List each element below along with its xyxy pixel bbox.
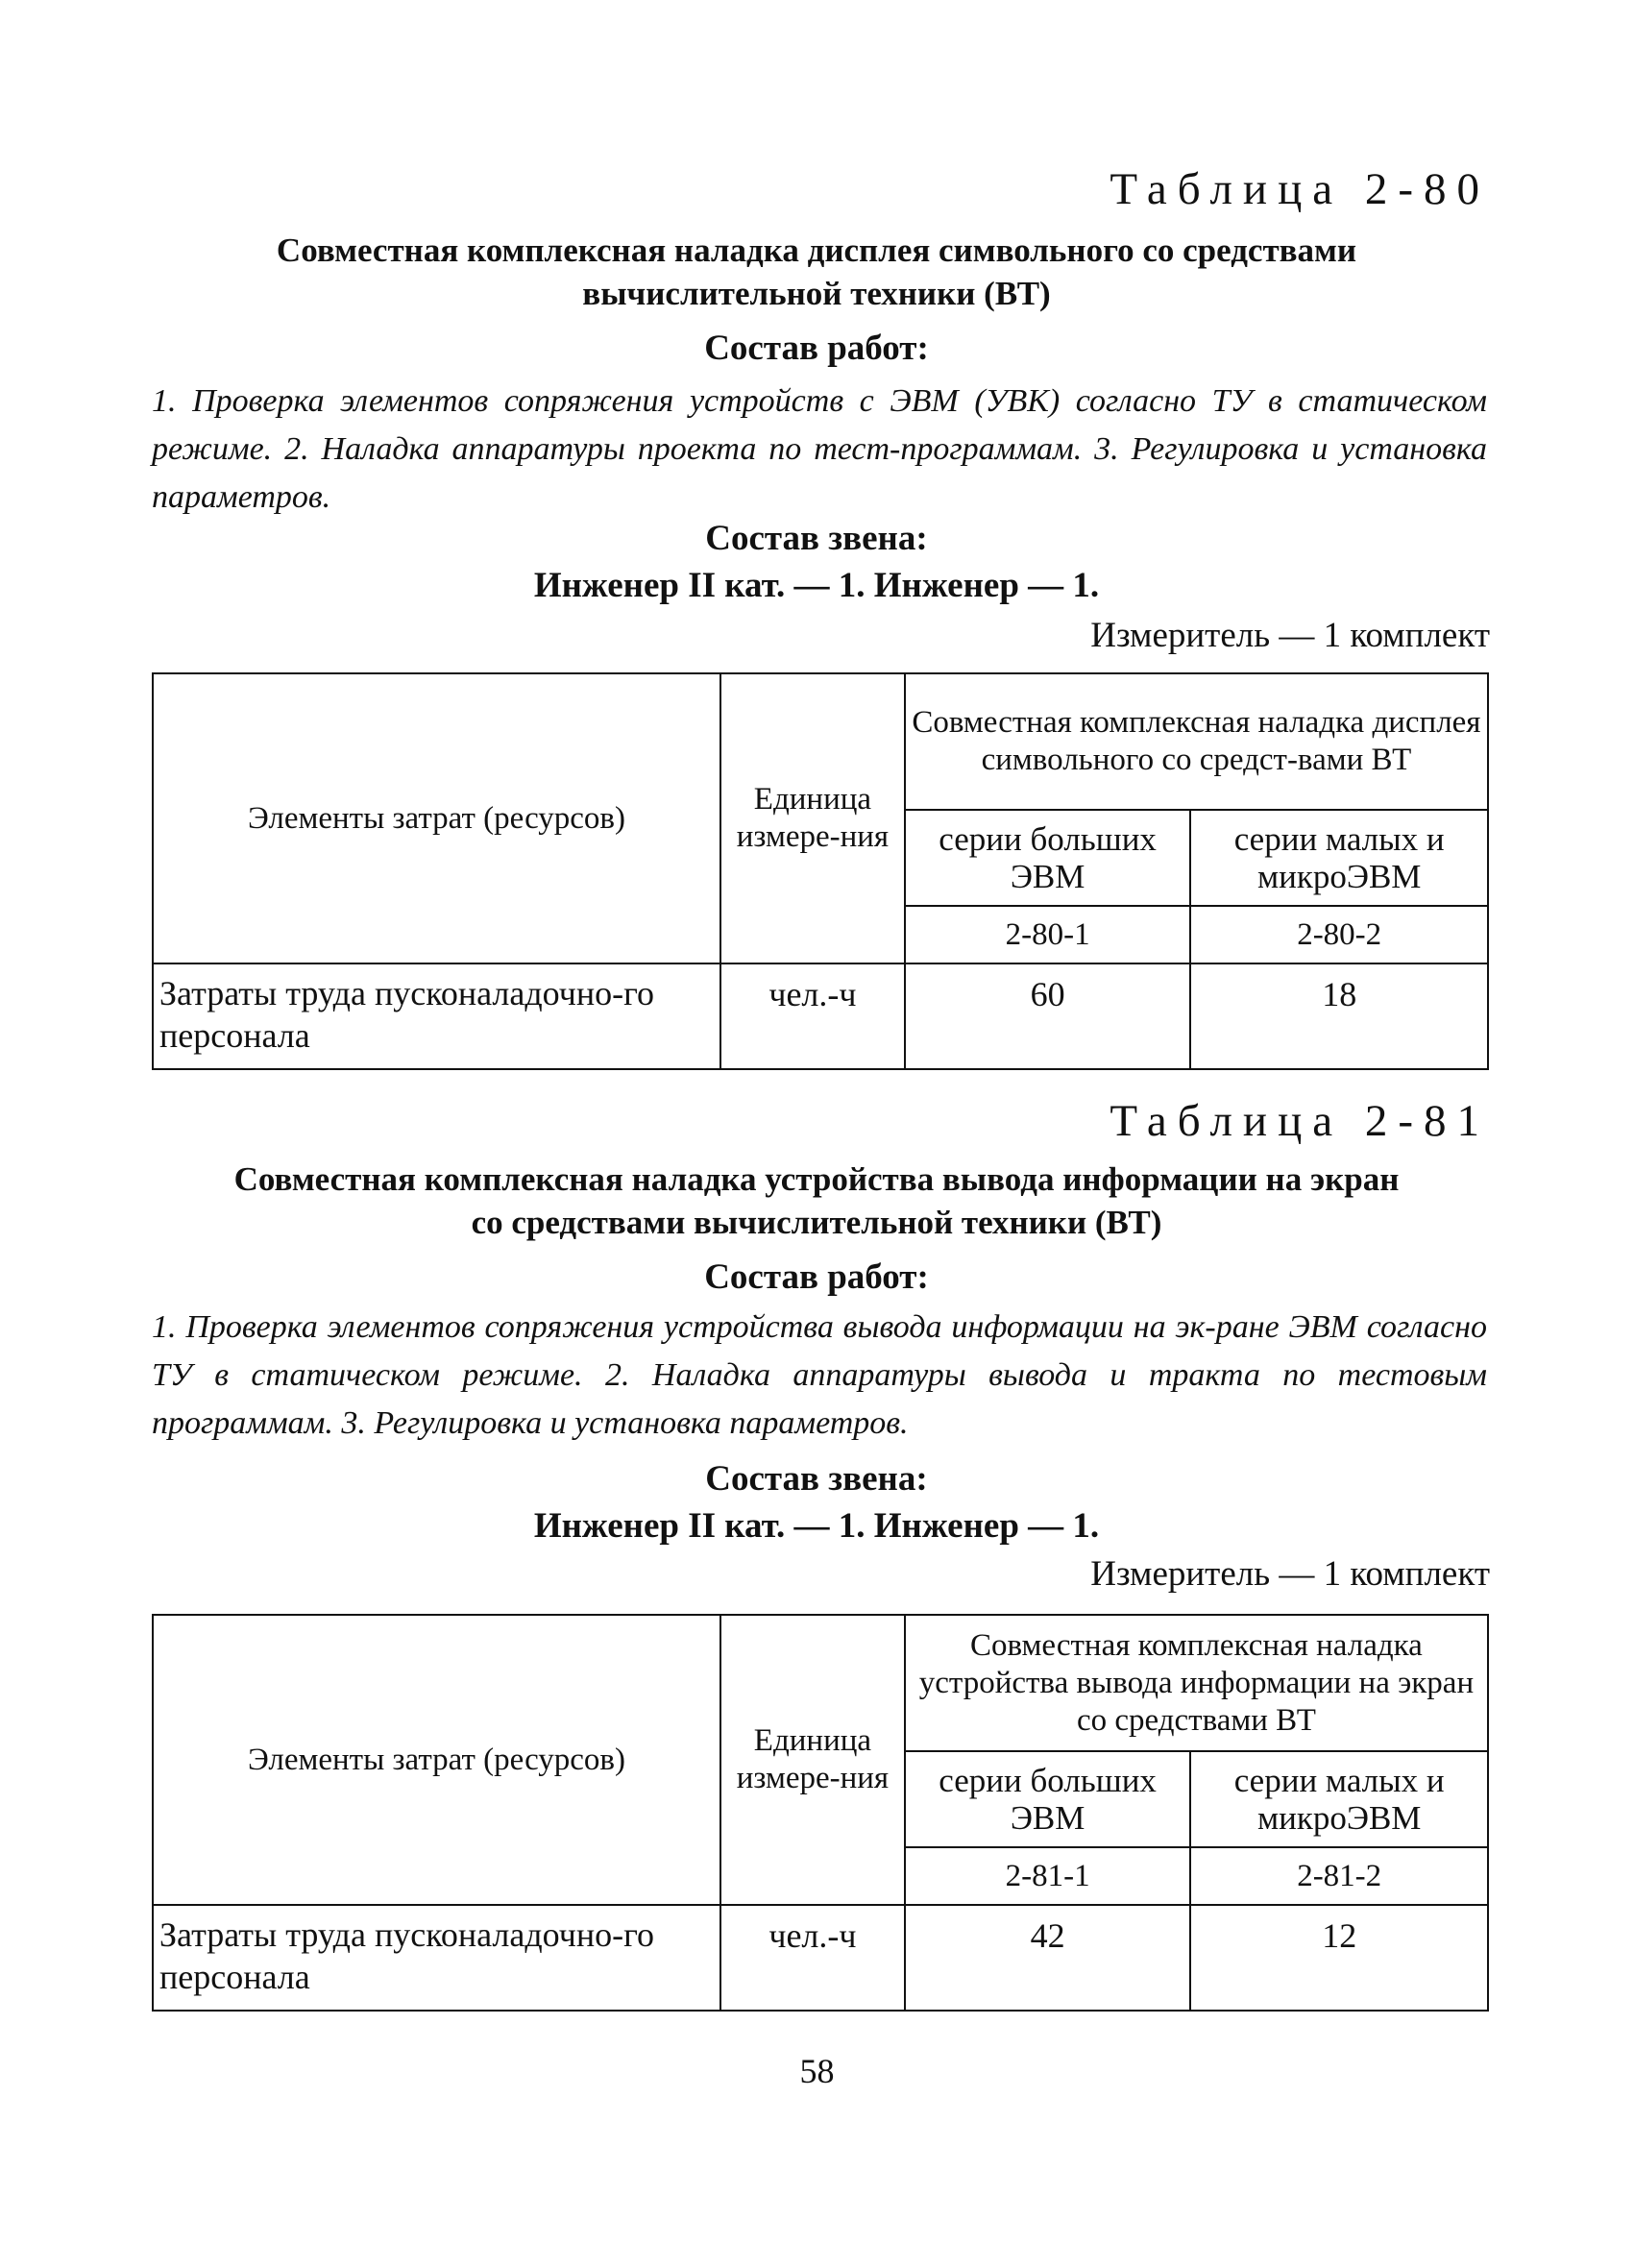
header-unit: Единица измере-ния bbox=[720, 673, 905, 963]
crew-composition: Инженер II кат. — 1. Инженер — 1. bbox=[533, 566, 1100, 605]
row-value: 60 bbox=[905, 963, 1191, 1069]
header-sub-small: серии малых и микроЭВМ bbox=[1190, 810, 1488, 906]
header-group: Совместная комплексная наладка устройства вывода информации на экран со средствами ВТ bbox=[905, 1615, 1488, 1751]
norm-table bbox=[152, 1614, 1489, 2012]
header-sub-small: серии малых и микроЭВМ bbox=[1190, 1751, 1488, 1847]
header-code: 2-81-1 bbox=[905, 1847, 1191, 1905]
table-label: Таблица 2-81 bbox=[1110, 1096, 1490, 1146]
row-name: Затраты труда пусконаладочно-го персонала bbox=[153, 963, 720, 1069]
row-value: 42 bbox=[905, 1905, 1191, 2011]
table-title-line: Совместная комплексная наладка дисплея символьного со средствами bbox=[276, 232, 1357, 269]
header-sub-large: серии больших ЭВМ bbox=[905, 1751, 1191, 1847]
work-heading: Состав работ: bbox=[704, 1257, 929, 1297]
work-description: 1. Проверка элементов сопряжения устройств с ЭВМ (УВК) согласно ТУ в статическом режиме. 2. Наладка аппаратуры проекта по тест-программам. 3. Регулировка и установка параметров. bbox=[152, 383, 1487, 515]
header-code: 2-80-2 bbox=[1190, 906, 1488, 963]
table-title bbox=[144, 229, 1489, 315]
header-elements: Элементы затрат (ресурсов) bbox=[153, 1615, 720, 1905]
crew-heading: Состав звена: bbox=[705, 519, 928, 558]
table-row bbox=[153, 963, 1488, 1069]
meter-unit: Измеритель — 1 комплект bbox=[1090, 1554, 1490, 1594]
row-name: Затраты труда пусконаладочно-го персонала bbox=[153, 1905, 720, 2011]
header-code: 2-81-2 bbox=[1190, 1847, 1488, 1905]
row-value: 12 bbox=[1190, 1905, 1488, 2011]
table-title-line: со средствами вычислительной техники (ВТ) bbox=[471, 1204, 1162, 1241]
table-title-line: Совместная комплексная наладка устройства вывода информации на экран bbox=[233, 1160, 1400, 1198]
table-title bbox=[144, 1158, 1489, 1244]
norm-table bbox=[152, 672, 1489, 1070]
crew-heading: Состав звена: bbox=[705, 1459, 928, 1499]
work-description: 1. Проверка элементов сопряжения устройства вывода информации на эк-ране ЭВМ согласно ТУ в статическом режиме. 2. Наладка аппаратуры вывода и тракта по тестовым программам. 3. Регулировка и установка параметров. bbox=[152, 1309, 1487, 1441]
table-title-line: вычислительной техники (ВТ) bbox=[582, 275, 1051, 312]
table-row bbox=[153, 1905, 1488, 2011]
meter-unit: Измеритель — 1 комплект bbox=[1090, 616, 1490, 655]
header-unit: Единица измере-ния bbox=[720, 1615, 905, 1905]
row-unit: чел.-ч bbox=[720, 963, 905, 1069]
header-code: 2-80-1 bbox=[905, 906, 1191, 963]
header-sub-large: серии больших ЭВМ bbox=[905, 810, 1191, 906]
table-label: Таблица 2-80 bbox=[1110, 164, 1490, 214]
row-unit: чел.-ч bbox=[720, 1905, 905, 2011]
row-value: 18 bbox=[1190, 963, 1488, 1069]
header-elements: Элементы затрат (ресурсов) bbox=[153, 673, 720, 963]
header-group: Совместная комплексная наладка дисплея символьного со средст-вами ВТ bbox=[905, 673, 1488, 810]
page-number: 58 bbox=[799, 2052, 835, 2090]
crew-composition: Инженер II кат. — 1. Инженер — 1. bbox=[533, 1506, 1100, 1546]
work-heading: Состав работ: bbox=[704, 329, 929, 368]
